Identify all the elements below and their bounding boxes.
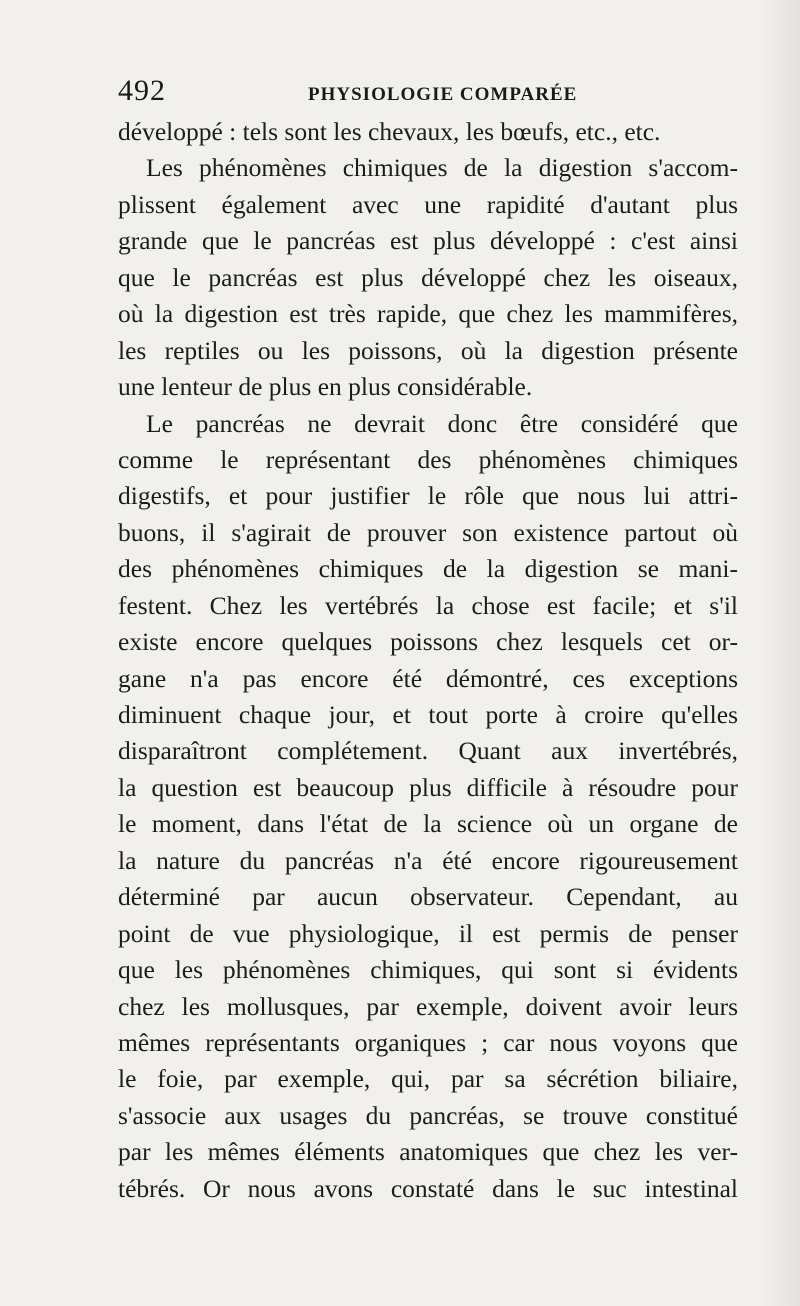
text-line: le moment, dans l'état de la science où un organe de: [118, 809, 738, 839]
running-head: PHYSIOLOGIE COMPARÉE: [308, 84, 578, 105]
text-line: mêmes représentants organiques ; car nous voyons que: [118, 1027, 738, 1057]
text-line: buons, il s'agirait de prouver son existence partout où: [118, 517, 738, 547]
text-line: la question est beaucoup plus difficile à résoudre pour: [118, 772, 738, 802]
text-line: où la digestion est très rapide, que chez les mammifères,: [118, 299, 738, 329]
text-line: diminuent chaque jour, et tout porte à croire qu'elles: [118, 700, 738, 729]
text-line: disparaîtront complétement. Quant aux invertébrés,: [118, 736, 738, 766]
text-line: gane n'a pas encore été démontré, ces exceptions: [118, 663, 738, 693]
text-line: la nature du pancréas n'a été encore rigoureusement: [118, 845, 738, 875]
text-line: grande que le pancréas est plus développé : c'est ainsi: [118, 226, 738, 256]
text-line: déterminé par aucun observateur. Cependant, au: [118, 882, 738, 912]
text-line: s'associe aux usages du pancréas, se trouve constitué: [118, 1100, 738, 1130]
text-line: plissent également avec une rapidité d'autant plus: [118, 189, 738, 219]
text-line: par les mêmes éléments anatomiques que chez les ver-: [118, 1137, 738, 1167]
text-line: point de vue physiologique, il est permis de penser: [118, 918, 738, 948]
text-line: tébrés. Or nous avons constaté dans le suc intestinal: [118, 1173, 738, 1203]
page-number: 492: [118, 74, 166, 107]
page-edge-shadow: [760, 0, 800, 1306]
text-line: développé : tels sont les chevaux, les bœufs, etc., etc.: [118, 117, 661, 146]
text-line: le foie, par exemple, qui, par sa sécrétion biliaire,: [118, 1064, 738, 1094]
text-line: festent. Chez les vertébrés la chose est facile; et s'il: [118, 590, 738, 620]
text-line: Les phénomènes chimiques de la digestion s'accom-: [146, 153, 738, 183]
text-line: des phénomènes chimiques de la digestion se mani-: [118, 554, 738, 584]
page-header: [118, 74, 738, 114]
text-line: que le pancréas est plus développé chez les oiseaux,: [118, 262, 738, 292]
text-line: digestifs, et pour justifier le rôle que nous lui attri-: [118, 481, 738, 511]
text-line: existe encore quelques poissons chez lesquels cet or-: [118, 627, 738, 657]
text-line: chez les mollusques, par exemple, doivent avoir leurs: [118, 991, 738, 1021]
text-line: comme le représentant des phénomènes chimiques: [118, 444, 738, 474]
body-text: [118, 114, 738, 1207]
text-line: que les phénomènes chimiques, qui sont si évidents: [118, 955, 738, 985]
text-line: Le pancréas ne devrait donc être considéré que: [146, 408, 738, 438]
text-line: une lenteur de plus en plus considérable.: [118, 372, 533, 402]
text-line: les reptiles ou les poissons, où la digestion présente: [118, 335, 738, 365]
